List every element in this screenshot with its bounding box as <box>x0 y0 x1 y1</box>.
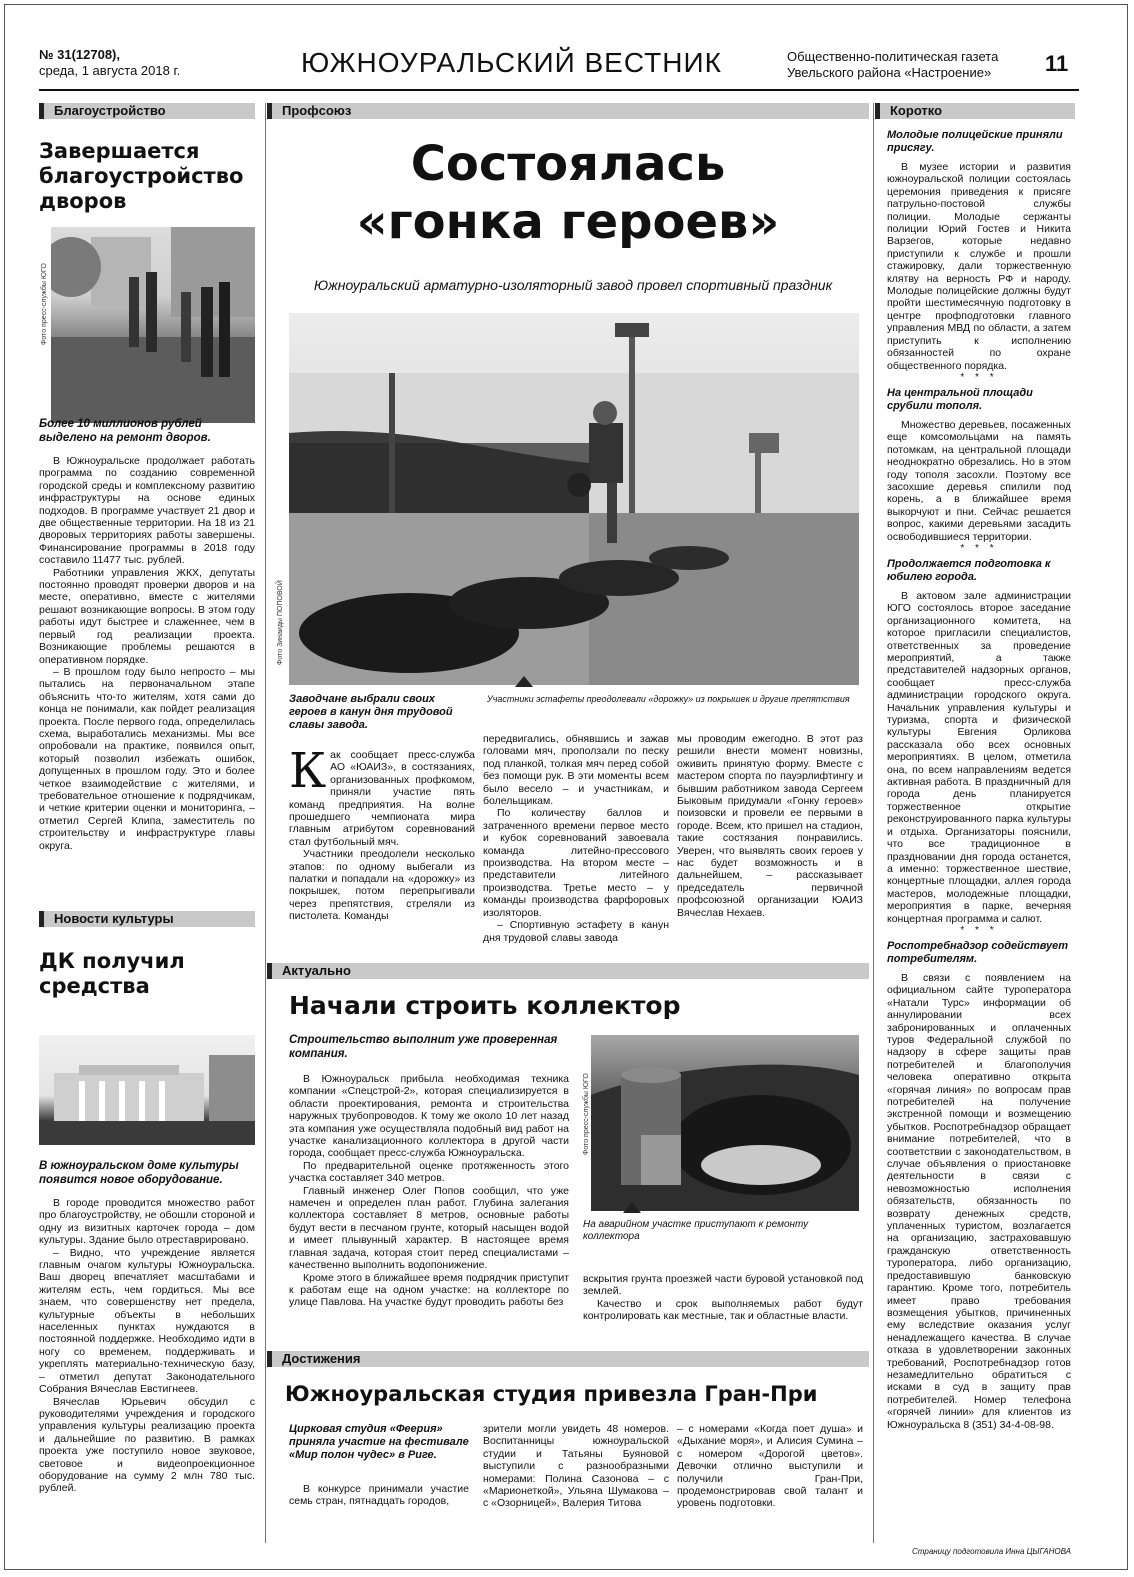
article-body-dk <box>39 1197 255 1495</box>
dropcap: К <box>289 743 327 799</box>
race-body-column-2 <box>483 733 669 944</box>
brief-title: Роспотребнадзор содействует потребителям. <box>887 939 1069 965</box>
paragraph: Работники управления ЖКХ, депутаты постоянно проводят проверки дворов и на месте, оперативно, вместе с жителями решают возникающие вопросы. В этом году работы идут быстрее и слаженнее, чем в первый год реализации проекта. Возникающие проблемы решаются в оперативном порядке. <box>39 566 255 666</box>
headline-dk: ДК получил средства <box>39 949 185 998</box>
page-number: 11 <box>1045 51 1069 76</box>
section-label: Профсоюз <box>282 103 352 118</box>
photo-yard-inspection <box>51 227 255 423</box>
headline-race <box>267 135 869 251</box>
column-divider <box>873 103 874 1543</box>
paragraph: зрители могли увидеть 48 номеров. Воспитанницы южноуральской студии и Татьяны Буяновой выступили с разнообразными номерами: Полина Сазонова – с «Марионеткой», Ульяна Шумакова – с «Озорницей», Валерия Титова <box>483 1423 669 1510</box>
photo-yard-graphic <box>51 227 255 423</box>
section-bar-actual <box>267 963 869 979</box>
column-divider <box>265 103 266 1543</box>
paragraph: Вячеслав Юрьевич обсудил с руководителями учреждения и городского управления культуры реализацию проекта и дальнейшие по развитию. В рамках проекта уже поступило новое звуковое, световое и видеопроекционное оборудование на сумму 2 млн 780 тыс. рублей. <box>39 1395 255 1495</box>
headline-race-line-2: «гонка героев» <box>356 194 780 250</box>
issue-number: № 31(12708), <box>39 47 120 62</box>
paragraph: В актовом зале администрации ЮГО состоялось второе заседание организационного комитета, на которое пригласили специалистов, ответственных за проведение мероприятий, а также представителей надзорных органов, сообщает пресс-служба администрации городского округа. Начальник управления культуры и туризма, спорта и физической культуры Евгения Орликова рассказала обо всех основных мероприятиях. В целом, отметила она, по всем направлениям ведется активная работа. В праздничный для города день планируется торжественное открытие реконструированного парка культуры и отдыха. Организаторы пояснили, что все традиционное в праздновании дня города останется, а именно: торжественное шествие, концертные площадки, аллея города мастеров, молодежные площадки, мероприятия в парке, вечерняя концертная программа и салют. <box>887 589 1071 925</box>
newspaper-subtitle: Общественно-политическая газета <box>787 49 999 64</box>
briefs-column <box>887 125 1071 1545</box>
brief-text <box>887 419 1071 543</box>
brief-text <box>887 972 1071 1431</box>
headline-grand-prix: Южноуральская студия привезла Гран-При <box>285 1382 818 1406</box>
paragraph: – Видно, что учреждение является главным очагом культуры Южноуральска. Ваш дворец впечатляет масштабами и жителям есть, чем гордиться. Мы все знаем, что совершенству нет предела, культурные объекты в небольших населенных пунктах нуждаются в постоянной поддержке. Необходимо идти в ногу со временем, поддерживать и укреплять материально-техническую базу, – отметил депутат Законодательного Собрания Вячеслав Евстигнеев. <box>39 1246 255 1396</box>
newspaper-title: ЮЖНОУРАЛЬСКИЙ ВЕСТНИК <box>301 47 722 78</box>
paragraph: Качество и срок выполняемых работ будут контролировать как местные, так и областные власти. <box>583 1297 863 1323</box>
article-body-collector <box>289 1073 569 1309</box>
brief-text <box>887 161 1071 372</box>
race-body-col1-text: ак сообщает пресс-служба АО «ЮАИЗ», в состязаниях, организованных профкомом, приняли участие пять команд предприятия. На волне прошедшего чемпионата мира главным атрибутом соревнований стал футбольный мяч. <box>289 749 475 848</box>
section-bar-achievements <box>267 1351 869 1367</box>
photo-culture-house <box>39 1035 255 1145</box>
section-label: Актуально <box>282 963 351 978</box>
paragraph: В музее истории и развития южноуральской полиции состоялась церемония приведения к присяге патрульно-постовой службы полиции. Молодые сержанты полиции Юрий Гостев и Никита Варзегов, которые недавно приступили к службе и прошли стажировку, дали торжественную клятву на верность РФ и народу. Молодые полицейские должны будут пройти шестимесячную подготовку в центре профподготовки главного управления МВД по области, а затем приступить к исполнению обязанностей по охране общественного порядка. <box>887 161 1071 372</box>
headline-collector: Начали строить коллектор <box>289 991 681 1020</box>
photo-race-graphic <box>289 313 859 685</box>
headline-race-line-1: Состоялась <box>410 136 726 192</box>
grand-prix-body-col-2 <box>483 1423 669 1510</box>
photo-credit: Фото Зинаиды ПОПОВОЙ <box>277 580 284 665</box>
section-label: Благоустройство <box>54 103 166 118</box>
caption-race-photo: Участники эстафеты преодолевали «дорожку» из покрышек и другие препятствия <box>487 694 850 704</box>
paragraph: По предварительной оценке протяженность этого участка составляет 340 метров. <box>289 1159 569 1185</box>
photo-hero-race <box>289 313 859 685</box>
grand-prix-body-col-1 <box>289 1483 469 1508</box>
paragraph: Кроме этого в ближайшее время подрядчик приступит к работам еще на одном участке: на коллекторе по улице Павлова. На участке будут проводить работы без <box>289 1271 569 1309</box>
caption-pointer-icon <box>515 676 533 687</box>
headline-blagoustroistvo: Завершается благоустройство дворов <box>39 139 244 213</box>
newspaper-page <box>4 4 1128 1570</box>
photo-credit: Фото пресс-службы ЮГО <box>583 1073 590 1155</box>
photo-culture-graphic <box>39 1035 255 1145</box>
paragraph: – В прошлом году было непросто – мы пытались на первоначальном этапе объяснить что-то жителям, хотя сами до конца не понимали, как пойдет реализация проекта. После первого года, определилась схема, выработались механизмы. Мы все опробовали на практике, появился опыт, который позволил избежать ошибок, допущенных в прошлом году. Это и более четкое взаимодействие с жителями, и требовательное отношение к подрядчикам, и четкие критерии оценки и мониторинга, – отметил Сергей Клипа, заместитель по строительству и инфраструктуре главы округа. <box>39 665 255 852</box>
newspaper-subtitle-2: Увельского района «Настроение» <box>787 65 992 80</box>
issue-date: среда, 1 августа 2018 г. <box>39 63 181 78</box>
section-bar-briefly <box>875 103 1075 119</box>
paragraph: мы проводим ежегодно. В этот раз решили внести момент новизны, оживить принятую форму. Вместе с мастером спорта по пауэрлифтингу и бывшим работником завода Сергеем Быковым придумали «Гонку героев» поизовски и провели ее первыми в городе. Всем, кто пришел на стадион, такие состязания понравились. Уверен, что выявлять своих героев у нас будет возможность и в дальнейшем, – рассказывает председатель первичной профсоюзной организации ЮАИЗ Вячеслав Нехаев. <box>677 733 863 919</box>
brief-text <box>887 590 1071 925</box>
photo-collector-graphic <box>591 1035 859 1211</box>
section-label: Коротко <box>890 103 943 118</box>
race-body-column-3 <box>677 733 863 919</box>
caption-collector: На аварийном участке приступают к ремонту коллектора <box>583 1219 809 1242</box>
lead-dk: В южноуральском доме культуры появится новое оборудование. <box>39 1160 239 1186</box>
brief-title: Продолжается подготовка к юбилею города. <box>887 557 1051 583</box>
paragraph: Участники преодолели несколько этапов: по одному выбегали из палатки и попадали на «дорожку» из покрышек, потом перепрыгивали через препятствия, стреляли из пистолета. Команды <box>289 848 475 923</box>
article-body-collector-tail <box>583 1273 863 1323</box>
lead-grand-prix: Цирковая студия «Феерия» приняла участие на фестивале «Мир полон чудес» в Риге. <box>289 1423 469 1461</box>
lead-blagoustroistvo: Более 10 миллионов рублей выделено на ремонт дворов. <box>39 418 211 444</box>
paragraph: В Южноуральске продолжает работать программа по созданию современной городской среды и комплексному развитию инфраструктуры на основе единых подходов. В программе участвует 21 двор и две общественные территории. На 18 из 21 дворовых территориях работы завершены. Финансирование программы в 2018 году составило 11477 тыс. рублей. <box>39 455 255 567</box>
race-body-column-1 <box>289 743 475 923</box>
paragraph: Главный инженер Олег Попов сообщил, что уже намечен и определен план работ. Глубина залегания коллектора составляет 8 метров, основные работы будут вести в песчаном грунте, который насыщен водой и имеет плывунный характер. В настоящее время главная задача, которая стоит перед специалистами – качественно выполнить водопонижение. <box>289 1184 569 1272</box>
section-label: Достижения <box>282 1351 361 1366</box>
section-bar-blagoustroistvo <box>39 103 255 119</box>
lead-collector: Строительство выполнит уже проверенная компания. <box>289 1034 558 1060</box>
brief-separator: * * * <box>960 924 998 936</box>
paragraph: – с номерами «Когда поет душа» и «Дыхание моря», и Алисия Сумина – с номером «Дорогой цветов». Девочки отлично выступили и получили Гран-При, продемонстрировав свой талант и уровень подготовки. <box>677 1423 863 1510</box>
paragraph: В связи с появлением на официальном сайте туроператора «Натали Турс» информации об аннулировании всех забронированных и оплаченных туров Федеральной службой по надзору в сфере защиты прав потребителей и благополучия человека оперативно открыта «горячая линия» по вопросам прав потребителей на получение экстренной помощи и возмещению убытков. Роспотребнадзор обращает внимание потребителей, что в соответствии с законодательством, в случае объявления о приостановке деятельности в связи с невозможностью исполнения обязательств, обязанность по возврату денежных средств, уплаченных туристом, возлагается на организацию, застраховавшую гражданскую ответственность туроператора, либо организацию, предоставившую банковскую гарантию. Кроме того, потребитель имеет право требования возмещения убытков, причиненных ему вследствие оказания услуг ненадлежащего качества. В случае отказа в удовлетворении законных требований, Роспотребнадзор готов незамедлительно обратиться с исками в суд в защиту прав потребителей. Номер телефона «горячей линии» для клиентов из Южноуральска 8 (351) 34-4-08-98. <box>887 971 1071 1431</box>
photo-credit: Фото пресс-службы ЮГО <box>41 263 48 345</box>
paragraph: В Южноуральск прибыла необходимая техника компании «Спецстрой-2», которая специализируется в области проектирования, ремонта и строительства наружных трубопроводов. К тому же около 10 лет назад эта компания уже осуществляла подобный вид работ на участке канализационного коллектора в другой части города, сообщает пресс-служба Южноуральска. <box>289 1073 569 1160</box>
brief-separator: * * * <box>960 371 998 383</box>
paragraph: В городе проводится множество работ про благоустройству, не обошли стороной и одну из визитных карточек города – дом культуры. Здание было отреставрировано. <box>39 1197 255 1247</box>
caption-lead-race: Заводчане выбрали своих героев в канун дня трудовой славы завода. <box>289 693 453 731</box>
brief-title: На центральной площади срубили тополя. <box>887 386 1033 412</box>
section-label: Новости культуры <box>54 911 174 926</box>
photo-collector-pit <box>591 1035 859 1211</box>
masthead <box>39 41 1079 85</box>
caption-pointer-icon <box>623 1202 641 1213</box>
brief-title: Молодые полицейские приняли присягу. <box>887 129 1063 154</box>
section-bar-profsoyuz <box>267 103 869 119</box>
paragraph: По количеству баллов и затраченного времени первое место и кубок соревнований завоевала команда литейно-прессового производства. На втором месте – представители литейного производства. Третье место – у команды производства фарфоровых изоляторов. <box>483 807 669 919</box>
brief-separator: * * * <box>960 542 998 554</box>
paragraph: Множество деревьев, посаженных еще комсомольцами на память потомкам, на центральной площади неоднократно обрезались. Но в этом году тополя засохли. Поэтому все засохшие деревья спилили под корень, а в ближайшее время выкорчуют и пни. Сейчас решается вопрос, какими деревьями засадить освободившиеся территории. <box>887 418 1071 543</box>
paragraph: вскрытия грунта проезжей части буровой установкой под землей. <box>583 1273 863 1298</box>
section-bar-culture-news <box>39 911 255 927</box>
page-footer-credit: Страницу подготовила Инна ЦЫГАНОВА <box>912 1547 1071 1556</box>
grand-prix-body-col-3 <box>677 1423 863 1510</box>
paragraph: передвигались, обнявшись и зажав головами мяч, проползали по песку под планкой, толкая мяч перед собой без помощи рук. В эти моменты всем было весело – и участникам, и болельщикам. <box>483 733 669 808</box>
paragraph: В конкурсе принимали участие семь стран, пятнадцать городов, <box>289 1483 469 1508</box>
paragraph: – Спортивную эстафету в канун дня трудовой славы завода <box>483 919 669 944</box>
subheadline-race: Южноуральский арматурно-изоляторный завод провел спортивный праздник <box>313 277 833 293</box>
masthead-rule <box>39 89 1079 91</box>
article-body-blagoustroistvo <box>39 455 255 852</box>
